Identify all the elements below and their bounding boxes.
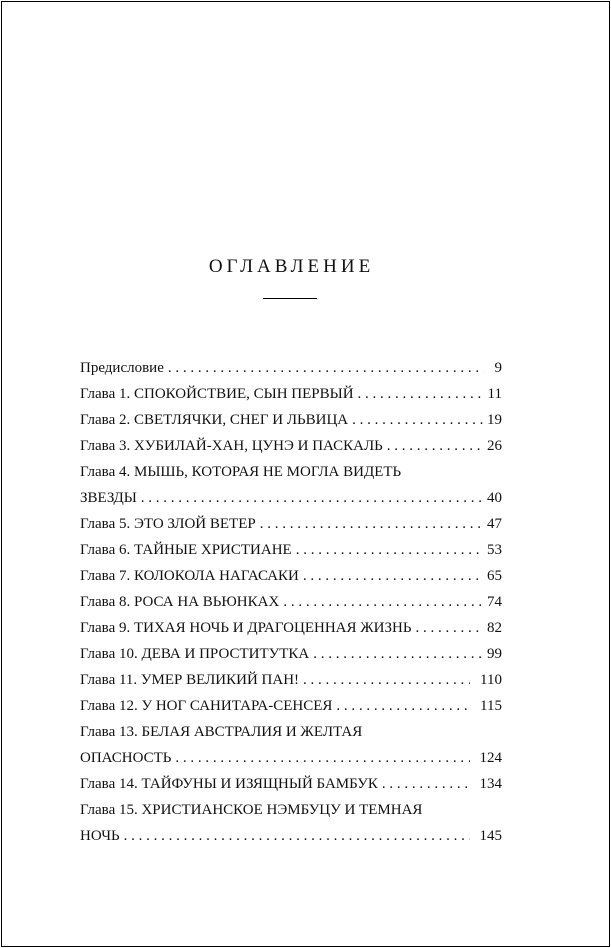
toc-entry-page: 19 xyxy=(487,412,502,428)
toc-entry[interactable] xyxy=(80,667,502,693)
toc-entry[interactable] xyxy=(80,589,502,615)
toc-entry-first-line[interactable] xyxy=(80,719,502,745)
dot-leader xyxy=(352,407,483,433)
toc-entry-label: Глава 9. ТИХАЯ НОЧЬ И ДРАГОЦЕННАЯ ЖИЗНЬ xyxy=(80,620,412,636)
toc-entry-page: 134 xyxy=(479,776,502,792)
dot-leader xyxy=(303,563,483,589)
book-page xyxy=(1,1,610,947)
toc-entry-label: Глава 12. У НОГ САНИТАРА-СЕНСЕЯ xyxy=(80,698,333,714)
dot-leader xyxy=(387,433,483,459)
dot-leader xyxy=(358,381,484,407)
toc-entry-page: 115 xyxy=(480,698,502,714)
toc-entry-page: 110 xyxy=(480,672,502,688)
dot-leader xyxy=(296,537,483,563)
toc-entry[interactable] xyxy=(80,433,502,459)
toc-entry-page: 26 xyxy=(487,438,502,454)
table-of-contents xyxy=(80,355,502,849)
toc-entry-label: ЗВЕЗДЫ xyxy=(80,490,137,506)
toc-entry-label: Глава 6. ТАЙНЫЕ ХРИСТИАНЕ xyxy=(80,542,292,558)
dot-leader xyxy=(175,745,470,771)
toc-entry-label: НОЧЬ xyxy=(80,828,120,844)
toc-entry[interactable] xyxy=(80,823,502,849)
toc-entry-page: 74 xyxy=(487,594,502,610)
toc-entry-label: Глава 3. ХУБИЛАЙ-ХАН, ЦУНЭ И ПАСКАЛЬ xyxy=(80,438,383,454)
toc-entry-page: 53 xyxy=(487,542,502,558)
toc-entry-page: 145 xyxy=(479,828,502,844)
toc-entry[interactable] xyxy=(80,745,502,771)
dot-leader xyxy=(260,511,483,537)
toc-entry-label: Глава 13. БЕЛАЯ АВСТРАЛИЯ И ЖЕЛТАЯ xyxy=(80,724,363,740)
toc-entry-label: Глава 2. СВЕТЛЯЧКИ, СНЕГ И ЛЬВИЦА xyxy=(80,412,349,428)
toc-entry-label: Глава 14. ТАЙФУНЫ И ИЗЯЩНЫЙ БАМБУК xyxy=(80,776,378,792)
toc-entry-label: Глава 4. МЫШЬ, КОТОРАЯ НЕ МОГЛА ВИДЕТЬ xyxy=(80,464,402,480)
toc-entry-label: Глава 5. ЭТО ЗЛОЙ ВЕТЕР xyxy=(80,516,256,532)
toc-entry[interactable] xyxy=(80,485,502,511)
dot-leader xyxy=(313,641,483,667)
toc-entry[interactable] xyxy=(80,511,502,537)
toc-entry-label: Глава 8. РОСА НА ВЬЮНКАХ xyxy=(80,594,280,610)
page-title: ОГЛАВЛЕНИЕ xyxy=(208,256,375,277)
dot-leader xyxy=(283,589,483,615)
toc-entry-label: Глава 11. УМЕР ВЕЛИКИЙ ПАН! xyxy=(80,672,300,688)
dot-leader xyxy=(141,485,483,511)
dot-leader xyxy=(336,693,470,719)
toc-entry-label: ОПАСНОСТЬ xyxy=(80,750,172,766)
toc-entry-first-line[interactable] xyxy=(80,459,502,485)
toc-entry[interactable] xyxy=(80,355,502,381)
toc-entry[interactable] xyxy=(80,693,502,719)
dot-leader xyxy=(382,771,470,797)
toc-entry-page: 40 xyxy=(487,490,502,506)
toc-entry[interactable] xyxy=(80,641,502,667)
toc-entry-label: Глава 10. ДЕВА И ПРОСТИТУТКА xyxy=(80,646,310,662)
dot-leader xyxy=(303,667,470,693)
toc-entry-first-line[interactable] xyxy=(80,797,502,823)
title-divider xyxy=(263,298,317,299)
toc-entry[interactable] xyxy=(80,537,502,563)
toc-entry-page: 47 xyxy=(487,516,502,532)
toc-entry[interactable] xyxy=(80,407,502,433)
dot-leader xyxy=(168,355,484,381)
toc-entry-page: 65 xyxy=(487,568,502,584)
toc-entry-page: 99 xyxy=(487,646,502,662)
toc-entry-page: 9 xyxy=(494,360,502,376)
toc-entry-label: Глава 15. ХРИСТИАНСКОЕ НЭМБУЦУ И ТЕМНАЯ xyxy=(80,802,423,818)
toc-entry-label: Глава 7. КОЛОКОЛА НАГАСАКИ xyxy=(80,568,299,584)
toc-entry-page: 124 xyxy=(479,750,502,766)
toc-entry-page: 11 xyxy=(487,386,502,402)
toc-entry-label: Глава 1. СПОКОЙСТВИЕ, СЫН ПЕРВЫЙ xyxy=(80,386,354,402)
toc-entry-page: 82 xyxy=(487,620,502,636)
toc-entry[interactable] xyxy=(80,771,502,797)
toc-entry[interactable] xyxy=(80,381,502,407)
dot-leader xyxy=(124,823,470,849)
toc-entry[interactable] xyxy=(80,563,502,589)
toc-entry[interactable] xyxy=(80,615,502,641)
dot-leader xyxy=(415,615,483,641)
toc-entry-label: Предисловие xyxy=(80,360,164,376)
